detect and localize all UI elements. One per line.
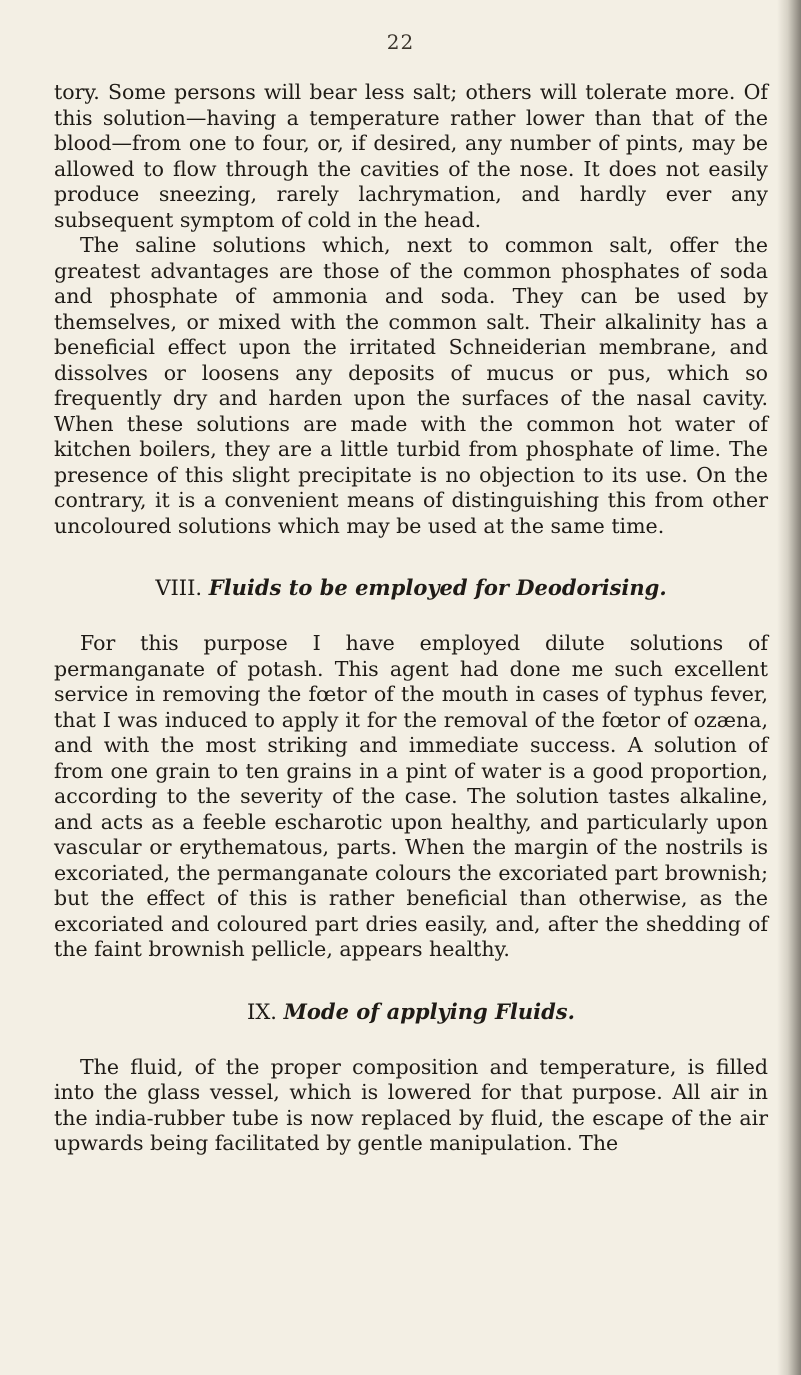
section-title: Fluids to be employed for Deodorising.: [208, 575, 667, 600]
paragraph-deodorising: For this purpose I have employed dilute solutions of permanganate of potash. This agent had done me such excellent service in removing the fœtor of the mouth in cases of typhus fever, that I was induced to apply it for the removal of the fœtor of ozæna, and with the most striking and immediate success. A solution of from one grain to ten grains in a pint of water is a good proportion, according to the severity of the case. The solution tastes alkaline, and acts as a feeble escharotic upon healthy, and particularly upon vascular or erythematous, parts. When the margin of the nostrils is excoriated, the permanganate colours the excoriated part brownish; but the effect of this is rather beneficial than otherwise, as the excoriated and coloured part dries easily, and, after the shedding of the faint brownish pellicle, appears healthy.: [54, 631, 768, 961]
paragraph-continued: tory. Some persons will bear less salt; others will tolerate more. Of this solution—having a temperature rather lower than that of the blood—from one to four, or, if desired, any number of pints, may be allowed to flow through the cavities of the nose. It does not easily produce sneezing, rarely lachrymation, and hardly ever any subsequent symptom of cold in the head.: [54, 80, 768, 232]
paragraph-saline-solutions: The saline solutions which, next to common salt, offer the greatest advantages are those of the common phosphates of soda and phosphate of ammonia and soda. They can be used by themselves, or mixed with the common salt. Their alkalinity has a beneficial effect upon the irritated Schneiderian membrane, and dissolves or loosens any deposits of mucus or pus, which so frequently dry and harden upon the surfaces of the nasal cavity. When these solutions are made with the common hot water of kitchen boilers, they are a little turbid from phosphate of lime. The presence of this slight precipitate is no objection to its use. On the contrary, it is a convenient means of distinguishing this from other uncoloured solutions which may be used at the same time.: [54, 233, 768, 538]
section-heading-viii: [54, 575, 768, 601]
section-title: Mode of applying Fluids.: [283, 998, 575, 1024]
section-number: VIII.: [155, 576, 203, 600]
paragraph-applying-fluids: The fluid, of the proper composition and temperature, is filled into the glass vessel, which is lowered for that purpose. All air in the india-rubber tube is now replaced by fluid, the escape of the air upwards being facilitated by gentle manipulation. The: [54, 1054, 768, 1155]
page-number: 22: [386, 30, 415, 54]
section-number: IX.: [247, 999, 277, 1024]
section-heading-ix: [54, 999, 768, 1025]
page-edge-shadow: [777, 0, 801, 1375]
page-body: [54, 80, 768, 1157]
